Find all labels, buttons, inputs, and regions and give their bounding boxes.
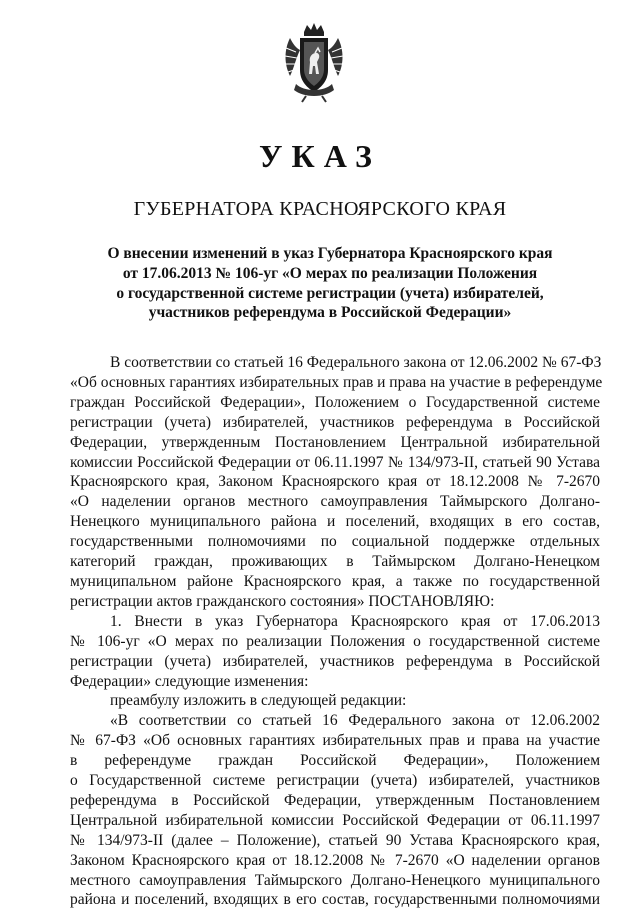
body-line: «В соответствии со статьей 16 Федерального закона от 12.06.2002 [110,712,600,730]
body-line: района и поселений, входящих в его состав, государственными полномочиями [70,891,600,909]
heading-line: от 17.06.2013 № 106-уг «О мерах по реализации Положения [122,264,538,282]
body-line: преамбулу изложить в следующей редакции: [110,692,407,710]
body-line: категорий граждан, проживающих в Таймырском Долгано-Ненецком [70,553,600,571]
body-line: референдума в Российской Федерации, утвержденным Постановлением [70,791,600,809]
body-line: регистрации актов гражданского состояния» ПОСТАНОВЛЯЮ: [70,592,495,610]
heading-line: о государственной системе регистрации (учета) избирателей, [116,284,544,302]
body-line: «Об основных гарантиях избирательных прав и права на участие в референдуме [70,373,603,391]
document-body [70,353,603,910]
decree-heading [80,244,580,323]
body-line: 1. Внести в указ Губернатора Красноярского края от 17.06.2013 [110,612,600,630]
document-subtitle: ГУБЕРНАТОРА КРАСНОЯРСКОГО КРАЯ [133,198,507,220]
body-line: регистрации (учета) избирателей, участников референдума в Российской [70,652,600,670]
body-line: государственными полномочиями по социальной поддержке отдельных [70,533,600,551]
body-line: Ненецкого муниципального района и поселений, входящих в его состав, [70,513,600,531]
body-line: Федерации, утвержденным Постановлением Центральной избирательной [70,433,600,451]
body-line: комиссии Российской Федерации от 06.11.1997 № 134/973-II, статьей 90 Устава [70,453,600,471]
body-line: В соответствии со статьей 16 Федерального закона от 12.06.2002 № 67-ФЗ [110,354,602,371]
body-line: № 67-ФЗ «Об основных гарантиях избирательных прав и права на участие [70,732,600,750]
heading-line: участников референдума в Российской Федерации» [148,304,512,322]
body-line: «О наделении органов местного самоуправления Таймырского Долгано- [70,493,600,511]
coat-of-arms-emblem [282,22,346,104]
document-title: УКАЗ [259,138,381,174]
body-line: № 106-уг «О мерах по реализации Положения о государственной системе [70,632,600,650]
body-line: граждан Российской Федерации», Положением о Государственной системе [70,393,600,411]
body-line: Красноярского края, Законом Красноярского края от 18.12.2008 № 7-2670 [70,473,600,491]
body-line: Федерации» следующие изменения: [70,672,309,690]
body-line: регистрации (учета) избирателей, участников референдума в Российской [70,413,600,431]
body-line: Законом Красноярского края от 18.12.2008 № 7-2670 «О наделении органов [70,851,600,869]
body-line: местного самоуправления Таймырского Долгано-Ненецкого муниципального [70,871,600,889]
body-line: Центральной избирательной комиссии Российской Федерации от 06.11.1997 [70,811,600,829]
heading-line: О внесении изменений в указ Губернатора Красноярского края [107,245,553,262]
body-line: о Государственной системе регистрации (учета) избирателей, участников [70,772,600,790]
body-line: муниципальном районе Красноярского края, а также по государственной [70,572,600,590]
body-line: № 134/973-II (далее – Положение), статьей 90 Устава Красноярского края, [70,831,600,849]
body-line: в референдуме граждан Российской Федерации», Положением [70,752,600,770]
